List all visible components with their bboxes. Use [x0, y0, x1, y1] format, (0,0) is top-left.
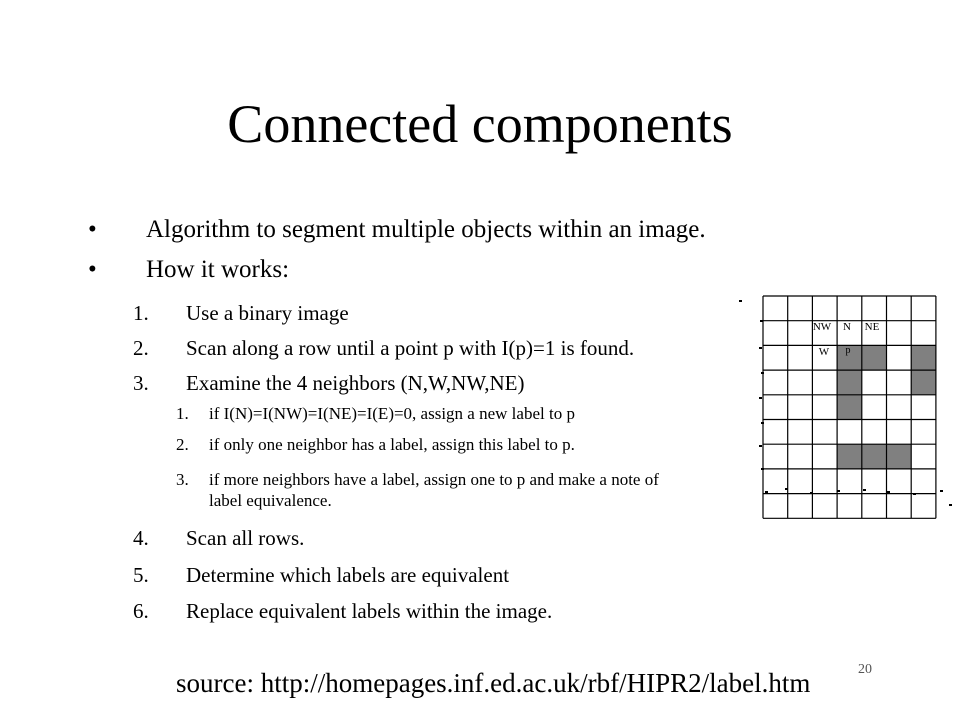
step-text: Determine which labels are equivalent — [186, 563, 510, 587]
grid-cell-filled — [837, 444, 862, 469]
substep-item — [176, 434, 575, 455]
substep-number: 1. — [176, 404, 189, 423]
label-ne: NE — [864, 321, 880, 333]
step-item — [133, 562, 509, 588]
grid-cell-filled — [862, 444, 887, 469]
grid-cell-filled — [837, 395, 862, 420]
step-item — [133, 598, 552, 624]
step-number: 6. — [133, 599, 149, 623]
step-item — [133, 335, 634, 361]
step-number: 1. — [133, 301, 149, 325]
grid-cell-filled — [862, 345, 887, 370]
grid-cell-filled — [911, 345, 936, 370]
step-number: 2. — [133, 336, 149, 360]
source-citation: source: http://homepages.inf.ed.ac.uk/rbf/HIPR2/label.htm — [176, 668, 811, 698]
scan-speck — [940, 490, 943, 492]
step-number: 4. — [133, 526, 149, 550]
scan-speck — [837, 490, 840, 492]
scan-speck — [739, 300, 742, 302]
substep-item — [176, 403, 575, 424]
substep-text: if I(N)=I(NW)=I(NE)=I(E)=0, assign a new label to p — [209, 404, 575, 423]
grid-cell-filled — [837, 370, 862, 395]
label-n: N — [843, 321, 851, 333]
substep-number: 2. — [176, 435, 189, 454]
label-p: p — [845, 345, 851, 356]
neighbor-grid-figure — [735, 290, 960, 520]
grid-cell-filled — [887, 444, 912, 469]
step-number: 5. — [133, 563, 149, 587]
scan-speck — [760, 320, 763, 322]
step-text: Use a binary image — [186, 301, 349, 325]
neighbor-grid-svg — [735, 290, 960, 520]
substep-text-continued: label equivalence. — [209, 491, 332, 510]
scan-speck — [785, 488, 788, 490]
label-nw: NW — [812, 321, 832, 333]
scan-speck — [761, 422, 764, 424]
substep-item — [176, 469, 659, 511]
scan-speck — [810, 492, 813, 494]
step-number: 3. — [133, 371, 149, 395]
slide-title: Connected components — [227, 94, 733, 154]
step-item — [133, 525, 304, 551]
step-text: Scan along a row until a point p with I(p)=1 is found. — [186, 336, 635, 360]
scan-speck — [863, 489, 866, 491]
label-w: W — [818, 346, 830, 358]
bullet-text: How it works: — [146, 256, 290, 283]
step-text: Examine the 4 neighbors (N,W,NW,NE) — [186, 371, 525, 395]
bullet-item — [88, 255, 289, 285]
scan-speck — [761, 372, 764, 374]
scan-speck — [761, 468, 764, 470]
step-item — [133, 300, 349, 326]
page-number: 20 — [858, 662, 872, 677]
substep-text: if only one neighbor has a label, assign this label to p. — [209, 435, 575, 454]
substep-text: if more neighbors have a label, assign one to p and make a note of — [209, 470, 659, 489]
bullet-text: Algorithm to segment multiple objects within an image. — [146, 216, 706, 243]
step-text: Replace equivalent labels within the image. — [186, 599, 553, 623]
scan-speck — [765, 491, 768, 493]
scan-speck — [949, 504, 952, 506]
scan-speck — [913, 493, 916, 495]
substep-number: 3. — [176, 470, 189, 489]
bullet-icon: • — [88, 256, 97, 283]
scan-speck — [887, 491, 890, 493]
bullet-icon: • — [88, 216, 97, 243]
step-item — [133, 370, 524, 396]
grid-cell-filled — [911, 370, 936, 395]
scan-speck — [759, 347, 762, 349]
scan-speck — [759, 397, 762, 399]
bullet-item — [88, 215, 706, 245]
scan-speck — [759, 445, 762, 447]
step-text: Scan all rows. — [186, 526, 305, 550]
